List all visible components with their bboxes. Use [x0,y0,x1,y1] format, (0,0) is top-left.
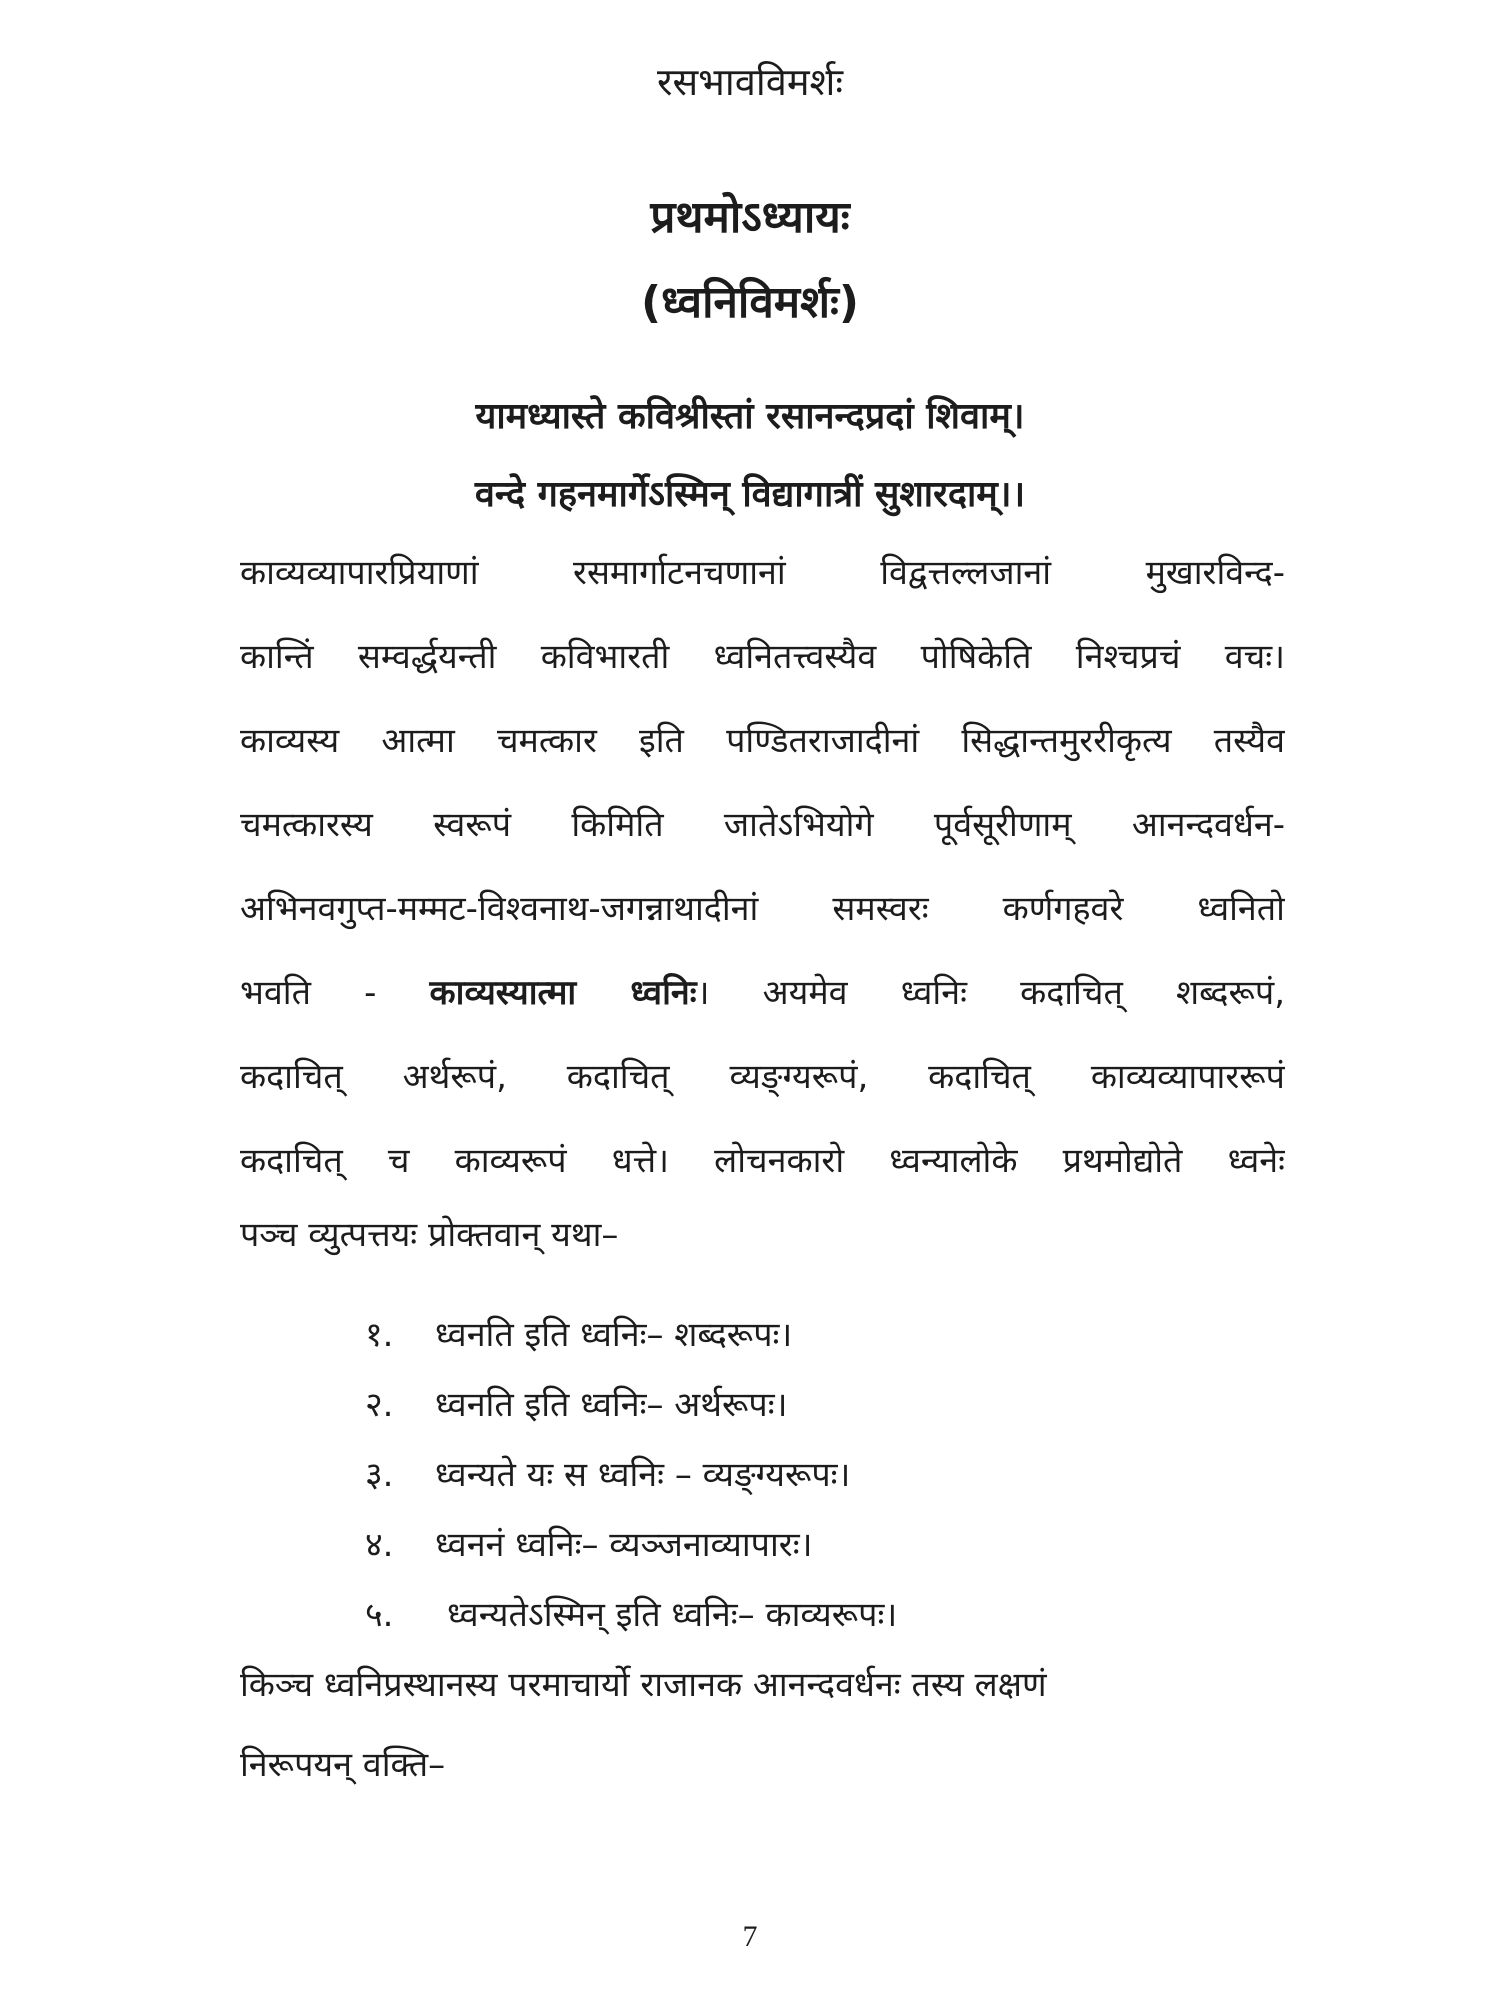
paragraph-line: चमत्कारस्य स्वरूपं किमिति जातेऽभियोगे पूर्वसूरीणाम् आनन्दवर्धन- [240,805,1285,845]
running-head: रसभावविमर्शः [656,60,844,104]
list-text: ध्वनति इति ध्वनिः– शब्दरूपः। [435,1315,793,1355]
list-item [365,1520,812,1566]
paragraph-text: भवति - [240,973,430,1013]
list-item [365,1450,850,1496]
list-item [365,1380,787,1426]
paragraph-line: काव्यस्य आत्मा चमत्कार इति पण्डितराजादीनां सिद्धान्तमुररीकृत्य तस्यैव [240,721,1285,761]
paragraph-line: कदाचित् अर्थरूपं, कदाचित् व्यङ्ग्यरूपं, कदाचित् काव्यव्यापाररूपं [240,1057,1285,1097]
paragraph-line: काव्यव्यापारप्रियाणां रसमार्गाटनचणानां विद्वत्तल्लजानां मुखारविन्द- [240,553,1285,593]
verse-line-1: यामध्यास्ते कविश्रीस्तां रसानन्दप्रदां शिवाम्। [475,396,1025,437]
paragraph-text: । अयमेव ध्वनिः कदाचित् शब्दरूपं, [696,973,1285,1013]
chapter-title: प्रथमोऽध्यायः [650,192,850,243]
paragraph-line: कान्तिं सम्वर्द्धयन्ती कविभारती ध्वनितत्त्वस्यैव पोषिकेति निश्चप्रचं वचः। [240,637,1285,677]
paragraph-line: अभिनवगुप्त-मम्मट-विश्वनाथ-जगन्नाथादीनां समस्वरः कर्णगहवरे ध्वनितो [240,889,1285,929]
paragraph-line: कदाचित् च काव्यरूपं धत्ते। लोचनकारो ध्वन्यालोके प्रथमोद्योते ध्वनेः [240,1141,1285,1181]
paragraph-line: निरूपयन् वक्ति– [240,1745,446,1785]
paragraph-line: किञ्च ध्वनिप्रस्थानस्य परमाचार्यो राजानक आनन्दवर्धनः तस्य लक्षणं [240,1665,1047,1705]
chapter-subtitle: (ध्वनिविमर्शः) [640,277,860,328]
page-number: 7 [742,1920,758,1953]
emphasized-definition: काव्यस्यात्मा ध्वनिः [429,973,697,1013]
list-number: ३. [365,1455,394,1495]
list-number: ५. [365,1595,394,1635]
list-text: ध्वन्यतेऽस्मिन् इति ध्वनिः– काव्यरूपः। [447,1595,898,1635]
paragraph-line: पञ्च व्युत्पत्तयः प्रोक्तवान् यथा– [240,1215,619,1255]
list-item [365,1590,897,1636]
list-number: २. [365,1385,394,1425]
list-number: ४. [365,1525,394,1565]
verse-line-2: वन्दे गहनमार्गेऽस्मिन् विद्यागात्रीं सुशारदाम्।। [474,474,1026,515]
paragraph-line [240,968,1285,1014]
list-text: ध्वनति इति ध्वनिः– अर्थरूपः। [435,1385,788,1425]
list-item [365,1310,792,1356]
list-text: ध्वननं ध्वनिः– व्यञ्जनाव्यापारः। [435,1525,813,1565]
list-text: ध्वन्यते यः स ध्वनिः – व्यङ्ग्यरूपः। [435,1455,851,1495]
list-number: १. [365,1315,394,1355]
